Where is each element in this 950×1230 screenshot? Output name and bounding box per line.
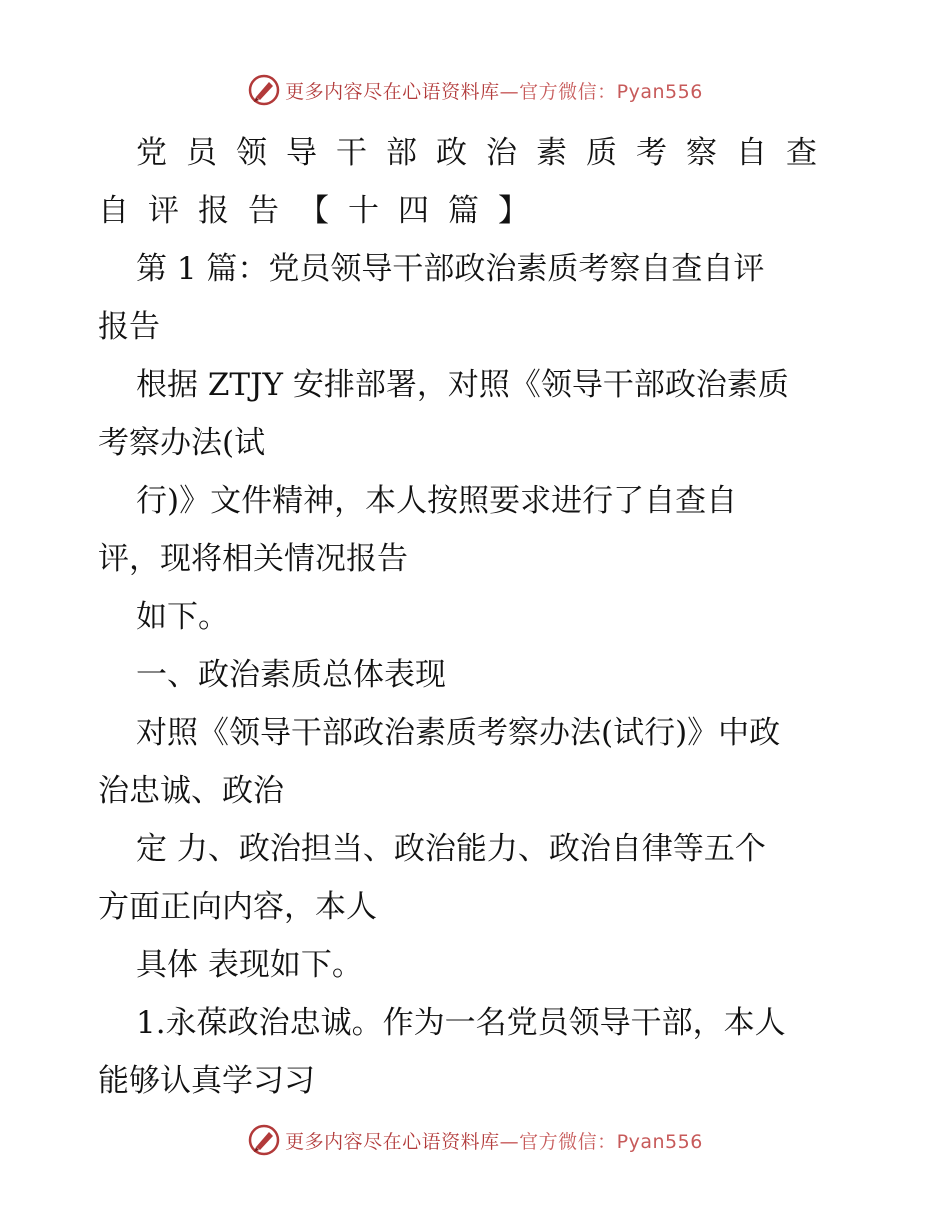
document-body xyxy=(98,124,858,1110)
text-line: 一、政治素质总体表现 xyxy=(136,657,446,693)
text-line: 行)》文件精神，本人按照要求进行了自查自 xyxy=(136,483,738,519)
text-line: 报告 xyxy=(98,309,160,345)
text-line: 方面正向内容，本人 xyxy=(98,889,377,925)
text-line: 对照《领导干部政治素质考察办法(试行)》中政 xyxy=(136,715,781,751)
pen-logo-icon xyxy=(247,1123,281,1157)
watermark-header xyxy=(0,73,950,107)
text-line: 具体 表现如下。 xyxy=(136,947,363,983)
watermark-footer xyxy=(0,1123,950,1157)
text-line: 1.永葆政治忠诚。作为一名党员领导干部，本人 xyxy=(136,1005,786,1041)
text-line: 定 力、政治担当、政治能力、政治自律等五个 xyxy=(136,831,766,867)
pen-logo-icon xyxy=(247,73,281,107)
text-line: 评，现将相关情况报告 xyxy=(98,541,408,577)
text-line: 治忠诚、政治 xyxy=(98,773,284,809)
text-line: 如下。 xyxy=(136,599,229,635)
watermark-text: 更多内容尽在心语资料库—官方微信：Pyan556 xyxy=(285,1130,703,1153)
body-lines xyxy=(98,240,858,1110)
text-line: 能够认真学习习 xyxy=(98,1063,315,1099)
document-title-line-1: 党员领导干部政治素质考察自查 xyxy=(136,135,836,171)
text-line: 根据 ZTJY 安排部署，对照《领导干部政治素质 xyxy=(136,367,789,403)
text-line: 第 1 篇：党员领导干部政治素质考察自查自评 xyxy=(136,251,765,287)
text-line: 考察办法(试 xyxy=(98,425,266,461)
document-title-line-2: 自评报告【十四篇】 xyxy=(98,193,548,229)
watermark-text: 更多内容尽在心语资料库—官方微信：Pyan556 xyxy=(285,80,703,103)
